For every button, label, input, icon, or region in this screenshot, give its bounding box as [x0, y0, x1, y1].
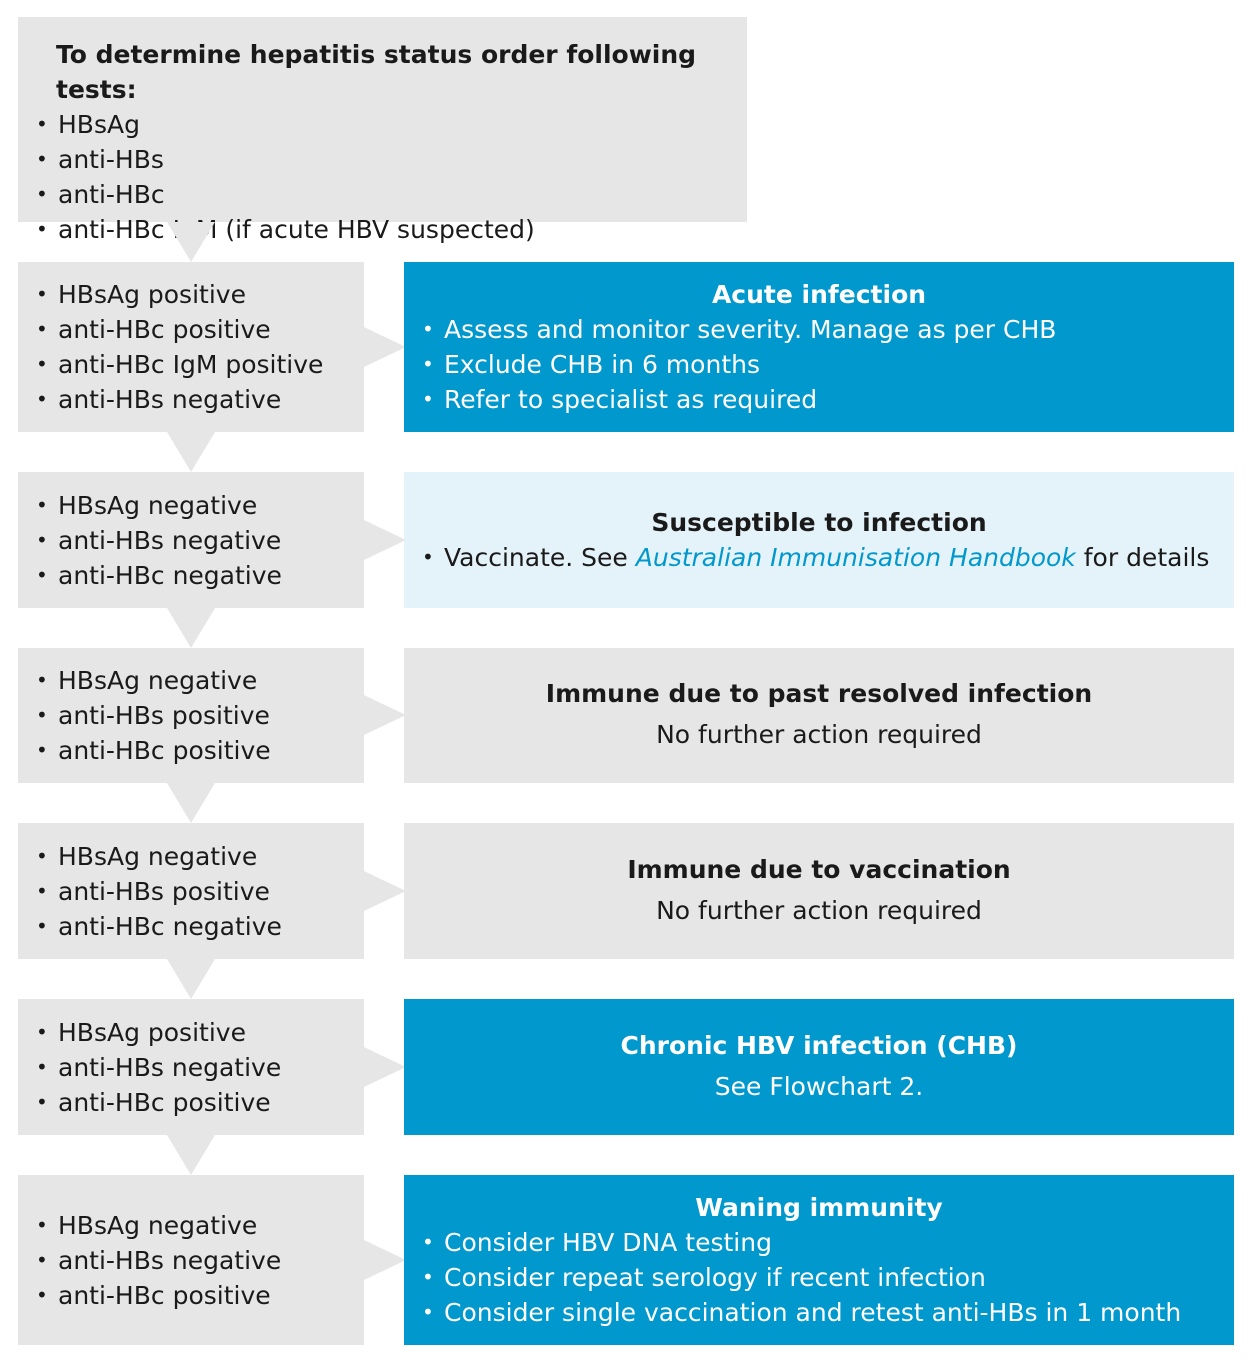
- result-box-immune-vaccination: [404, 823, 1234, 959]
- down-arrow: [167, 1135, 215, 1175]
- test-item: • anti-HBs: [36, 142, 747, 177]
- condition-box-immune-vaccination: [18, 823, 364, 959]
- result-subtitle: No further action required: [656, 720, 982, 749]
- result-item: • Consider HBV DNA testing: [422, 1225, 1216, 1260]
- tests-list: [56, 107, 747, 247]
- condition-item: • anti-HBs negative: [36, 1050, 364, 1085]
- right-arrow: [364, 871, 406, 911]
- right-arrow: [364, 520, 406, 560]
- condition-item: • HBsAg negative: [36, 839, 364, 874]
- flowchart-reference[interactable]: See Flowchart 2.: [714, 1071, 924, 1101]
- condition-item: • HBsAg positive: [36, 277, 364, 312]
- condition-item: • anti-HBc positive: [36, 1278, 364, 1313]
- condition-item: • anti-HBc negative: [36, 909, 364, 944]
- condition-item: • anti-HBs positive: [36, 698, 364, 733]
- condition-item: • anti-HBc positive: [36, 1085, 364, 1120]
- condition-item: • HBsAg negative: [36, 1208, 364, 1243]
- result-subtitle: No further action required: [656, 895, 982, 925]
- condition-item: • anti-HBc positive: [36, 312, 364, 347]
- result-title: Waning immunity: [695, 1193, 943, 1222]
- condition-item: • anti-HBc IgM positive: [36, 347, 364, 382]
- right-arrow: [364, 1047, 406, 1087]
- result-item: [422, 540, 1216, 575]
- condition-box-acute: [18, 262, 364, 432]
- down-arrow: [167, 959, 215, 999]
- condition-box-waning: [18, 1175, 364, 1345]
- result-item: • Exclude CHB in 6 months: [422, 347, 1216, 382]
- result-box-waning: [404, 1175, 1234, 1345]
- condition-item: • HBsAg negative: [36, 663, 364, 698]
- condition-item: • anti-HBs negative: [36, 382, 364, 417]
- down-arrow: [167, 222, 215, 262]
- tests-box: [18, 17, 747, 244]
- result-title: Immune due to vaccination: [627, 854, 1011, 884]
- condition-item: • anti-HBs positive: [36, 874, 364, 909]
- handbook-link[interactable]: Australian Immunisation Handbook: [635, 543, 1076, 572]
- result-item: • Consider repeat serology if recent infection: [422, 1260, 1216, 1295]
- condition-item: • anti-HBs negative: [36, 1243, 364, 1278]
- result-title: Chronic HBV infection (CHB): [620, 1030, 1018, 1060]
- condition-box-susceptible: [18, 472, 364, 608]
- condition-item: • HBsAg positive: [36, 1015, 364, 1050]
- down-arrow: [167, 783, 215, 823]
- result-suffix: for details: [1075, 543, 1210, 572]
- result-item: • Refer to specialist as required: [422, 382, 1216, 417]
- result-item: • Assess and monitor severity. Manage as per CHB: [422, 312, 1216, 347]
- down-arrow: [167, 432, 215, 472]
- test-item: • HBsAg: [36, 107, 747, 142]
- down-arrow: [167, 608, 215, 648]
- result-title: Immune due to past resolved infection: [545, 679, 1093, 708]
- condition-box-immune-past: [18, 648, 364, 783]
- condition-item: • HBsAg negative: [36, 488, 364, 523]
- condition-box-chronic: [18, 999, 364, 1135]
- result-box-acute: [404, 262, 1234, 432]
- result-title: Acute infection: [711, 280, 927, 309]
- test-item: • anti-HBc IgM (if acute HBV suspected): [36, 212, 747, 247]
- result-box-susceptible: [404, 472, 1234, 608]
- condition-item: • anti-HBc negative: [36, 558, 364, 593]
- condition-item: • anti-HBc positive: [36, 733, 364, 768]
- right-arrow: [364, 695, 406, 735]
- test-item: • anti-HBc: [36, 177, 747, 212]
- result-title: Susceptible to infection: [651, 508, 987, 537]
- result-prefix: Vaccinate. See: [444, 543, 636, 572]
- tests-heading: To determine hepatitis status order following tests:: [56, 40, 697, 104]
- result-box-immune-past: [404, 648, 1234, 783]
- result-box-chronic: [404, 999, 1234, 1135]
- result-item: • Consider single vaccination and retest anti-HBs in 1 month: [422, 1295, 1216, 1330]
- condition-item: • anti-HBs negative: [36, 523, 364, 558]
- right-arrow: [364, 1240, 406, 1280]
- right-arrow: [364, 327, 406, 367]
